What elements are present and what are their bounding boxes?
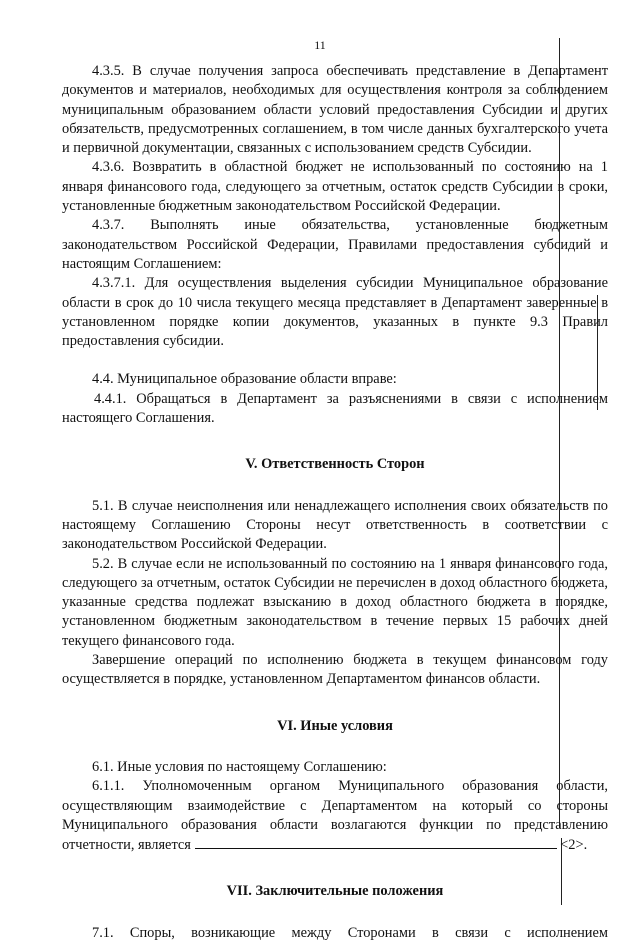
- fill-in-blank-line: [195, 835, 557, 849]
- footnote-reference: <2>.: [560, 837, 588, 854]
- paragraph-6-1-1-text: 6.1.1. Уполномоченным органом Муниципального образования области, осуществляющим взаимодействие с Департаментом на который со стороны Муниципального образования области возлагаются функции по представлению отчетности, является: [62, 778, 608, 854]
- page-number: 11: [314, 38, 326, 52]
- section-heading-7: VII. Заключительные положения: [226, 883, 444, 900]
- paragraph-5-3: Завершение операций по исполнению бюджета в текущем финансовом году осуществляется в порядке, установленном Департаментом финансов области.: [62, 652, 608, 688]
- paragraph-4-3-7-1: 4.3.7.1. Для осуществления выделения субсидии Муниципальное образование области в срок до 10 числа текущего месяца представляет в Департамент заверенные в установленном порядке копии документов, указанных в пункте 9.3 Правил предоставления субсидии.: [62, 275, 608, 350]
- paragraph-7-1: 7.1. Споры, возникающие между Сторонами в связи с исполнением: [92, 924, 608, 941]
- paragraph-4-4-1: 4.4.1. Обращаться в Департамент за разъяснениями в связи с исполнением настоящего Соглашения.: [62, 390, 608, 427]
- paragraph-4-3-7: 4.3.7. Выполнять иные обязательства, установленные бюджетным законодательством Российской Федерации, Правилами предоставления субсидий и настоящим Соглашением:: [62, 217, 608, 272]
- paragraph-4-3-6: 4.3.6. Возвратить в областной бюджет не использованный по состоянию на 1 января финансового года, следующего за отчетным, остаток средств Субсидии в сроки, установленные бюджетным законодательством Российской Федерации.: [62, 159, 608, 215]
- paragraph-5-2: 5.2. В случае если не использованный по состоянию на 1 января финансового года, следующего за отчетным, остаток Субсидии не перечислен в доход областного бюджета, указанные средства подлежат взысканию в доход областного бюджета в порядке, установленном бюджетным законодательством в течение первых 15 рабочих дней текущего финансового года.: [62, 555, 608, 649]
- paragraph-4-4: 4.4. Муниципальное образование области вправе:: [92, 371, 397, 388]
- paragraph-6-1: 6.1. Иные условия по настоящему Соглашению:: [92, 758, 387, 775]
- paragraph-6-1-1: [62, 777, 608, 855]
- section-heading-5: V. Ответственность Сторон: [245, 456, 425, 473]
- document-body: [62, 62, 608, 943]
- section-heading-6: VI. Иные условия: [277, 717, 393, 734]
- paragraph-5-1: 5.1. В случае неисполнения или ненадлежащего исполнения своих обязательств по настоящему Соглашению Стороны несут ответственность в соответствии с законодательством Российской Федерации.: [62, 497, 608, 553]
- paragraph-4-3-5: 4.3.5. В случае получения запроса обеспечивать представление в Департамент документов и материалов, необходимых для осуществления контроля за соблюдением муниципальным образованием области условий предоставления Субсидии и других обязательств, предусмотренных соглашением, в том числе данных бухгалтерского учета и первичной документации, связанных с использованием средств Субсидии.: [62, 63, 608, 157]
